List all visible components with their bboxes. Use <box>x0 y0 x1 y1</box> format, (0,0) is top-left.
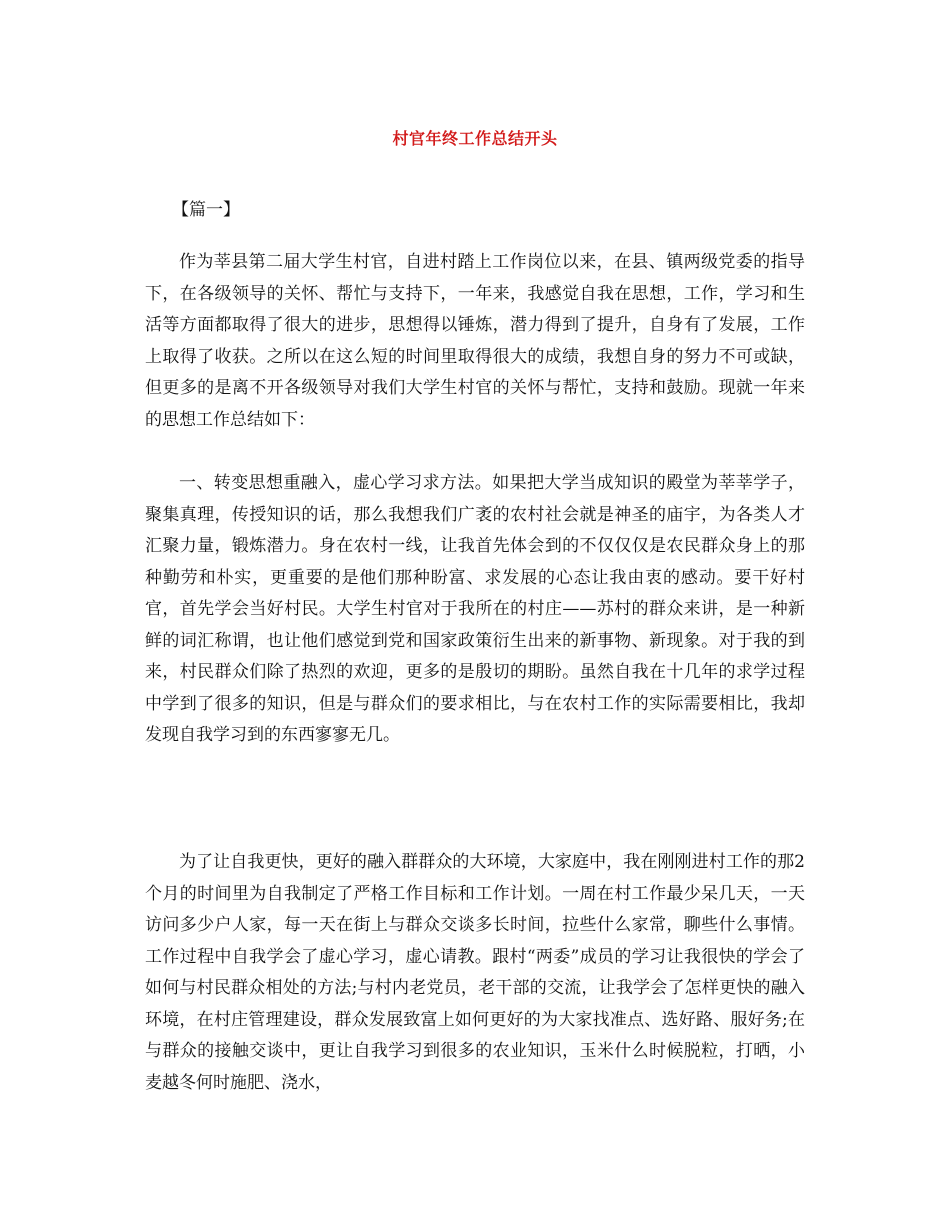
paragraph-3: 为了让自我更快，更好的融入群群众的大环境，大家庭中，我在刚刚进村工作的那2个月的时间里为自我制定了严格工作目标和工作计划。一周在村工作最少呆几天，一天访问多少户人家，每一天在街上与群众交谈多长时间，拉些什么家常，聊些什么事情。工作过程中自我学会了虚心学习，虚心请教。跟村“两委”成员的学习让我很快的学会了如何与村民群众相处的方法;与村内老党员，老干部的交流，让我学会了怎样更快的融入环境，在村庄管理建设，群众发展致富上如何更好的为大家找准点、选好路、服好务;在与群众的接触交谈中，更让自我学习到很多的农业知识，玉米什么时候脱粒，打晒，小麦越冬何时施肥、浇水， <box>145 852 805 1093</box>
paragraph-1: 作为莘县第二届大学生村官，自进村踏上工作岗位以来，在县、镇两级党委的指导下，在各级领导的关怀、帮忙与支持下，一年来，我感觉自我在思想，工作，学习和生活等方面都取得了很大的进步，思想得以锤炼，潜力得到了提升，自身有了发展，工作上取得了收获。之所以在这么短的时间里取得很大的成绩，我想自身的努力不可或缺，但更多的是离不开各级领导对我们大学生村官的关怀与帮忙，支持和鼓励。现就一年来的思想工作总结如下： <box>145 252 805 430</box>
page-title: 村官年终工作总结开头 <box>392 129 558 148</box>
section-label: 【篇一】 <box>172 200 240 220</box>
paragraph-2: 一、转变思想重融入，虚心学习求方法。如果把大学当成知识的殿堂为莘莘学子，聚集真理，传授知识的话，那么我想我们广袤的农村社会就是神圣的庙宇，为各类人才汇聚力量，锻炼潜力。身在农村一线，让我首先体会到的不仅仅仅是农民群众身上的那种勤劳和朴实，更重要的是他们那种盼富、求发展的心态让我由衷的感动。要干好村官，首先学会当好村民。大学生村官对于我所在的村庄——苏村的群众来讲，是一种新鲜的词汇称谓，也让他们感觉到党和国家政策衍生出来的新事物、新现象。对于我的到来，村民群众们除了热烈的欢迎，更多的是殷切的期盼。虽然自我在十几年的求学过程中学到了很多的知识，但是与群众们的要求相比，与在农村工作的实际需要相比，我却发现自我学习到的东西寥寥无几。 <box>145 473 805 745</box>
